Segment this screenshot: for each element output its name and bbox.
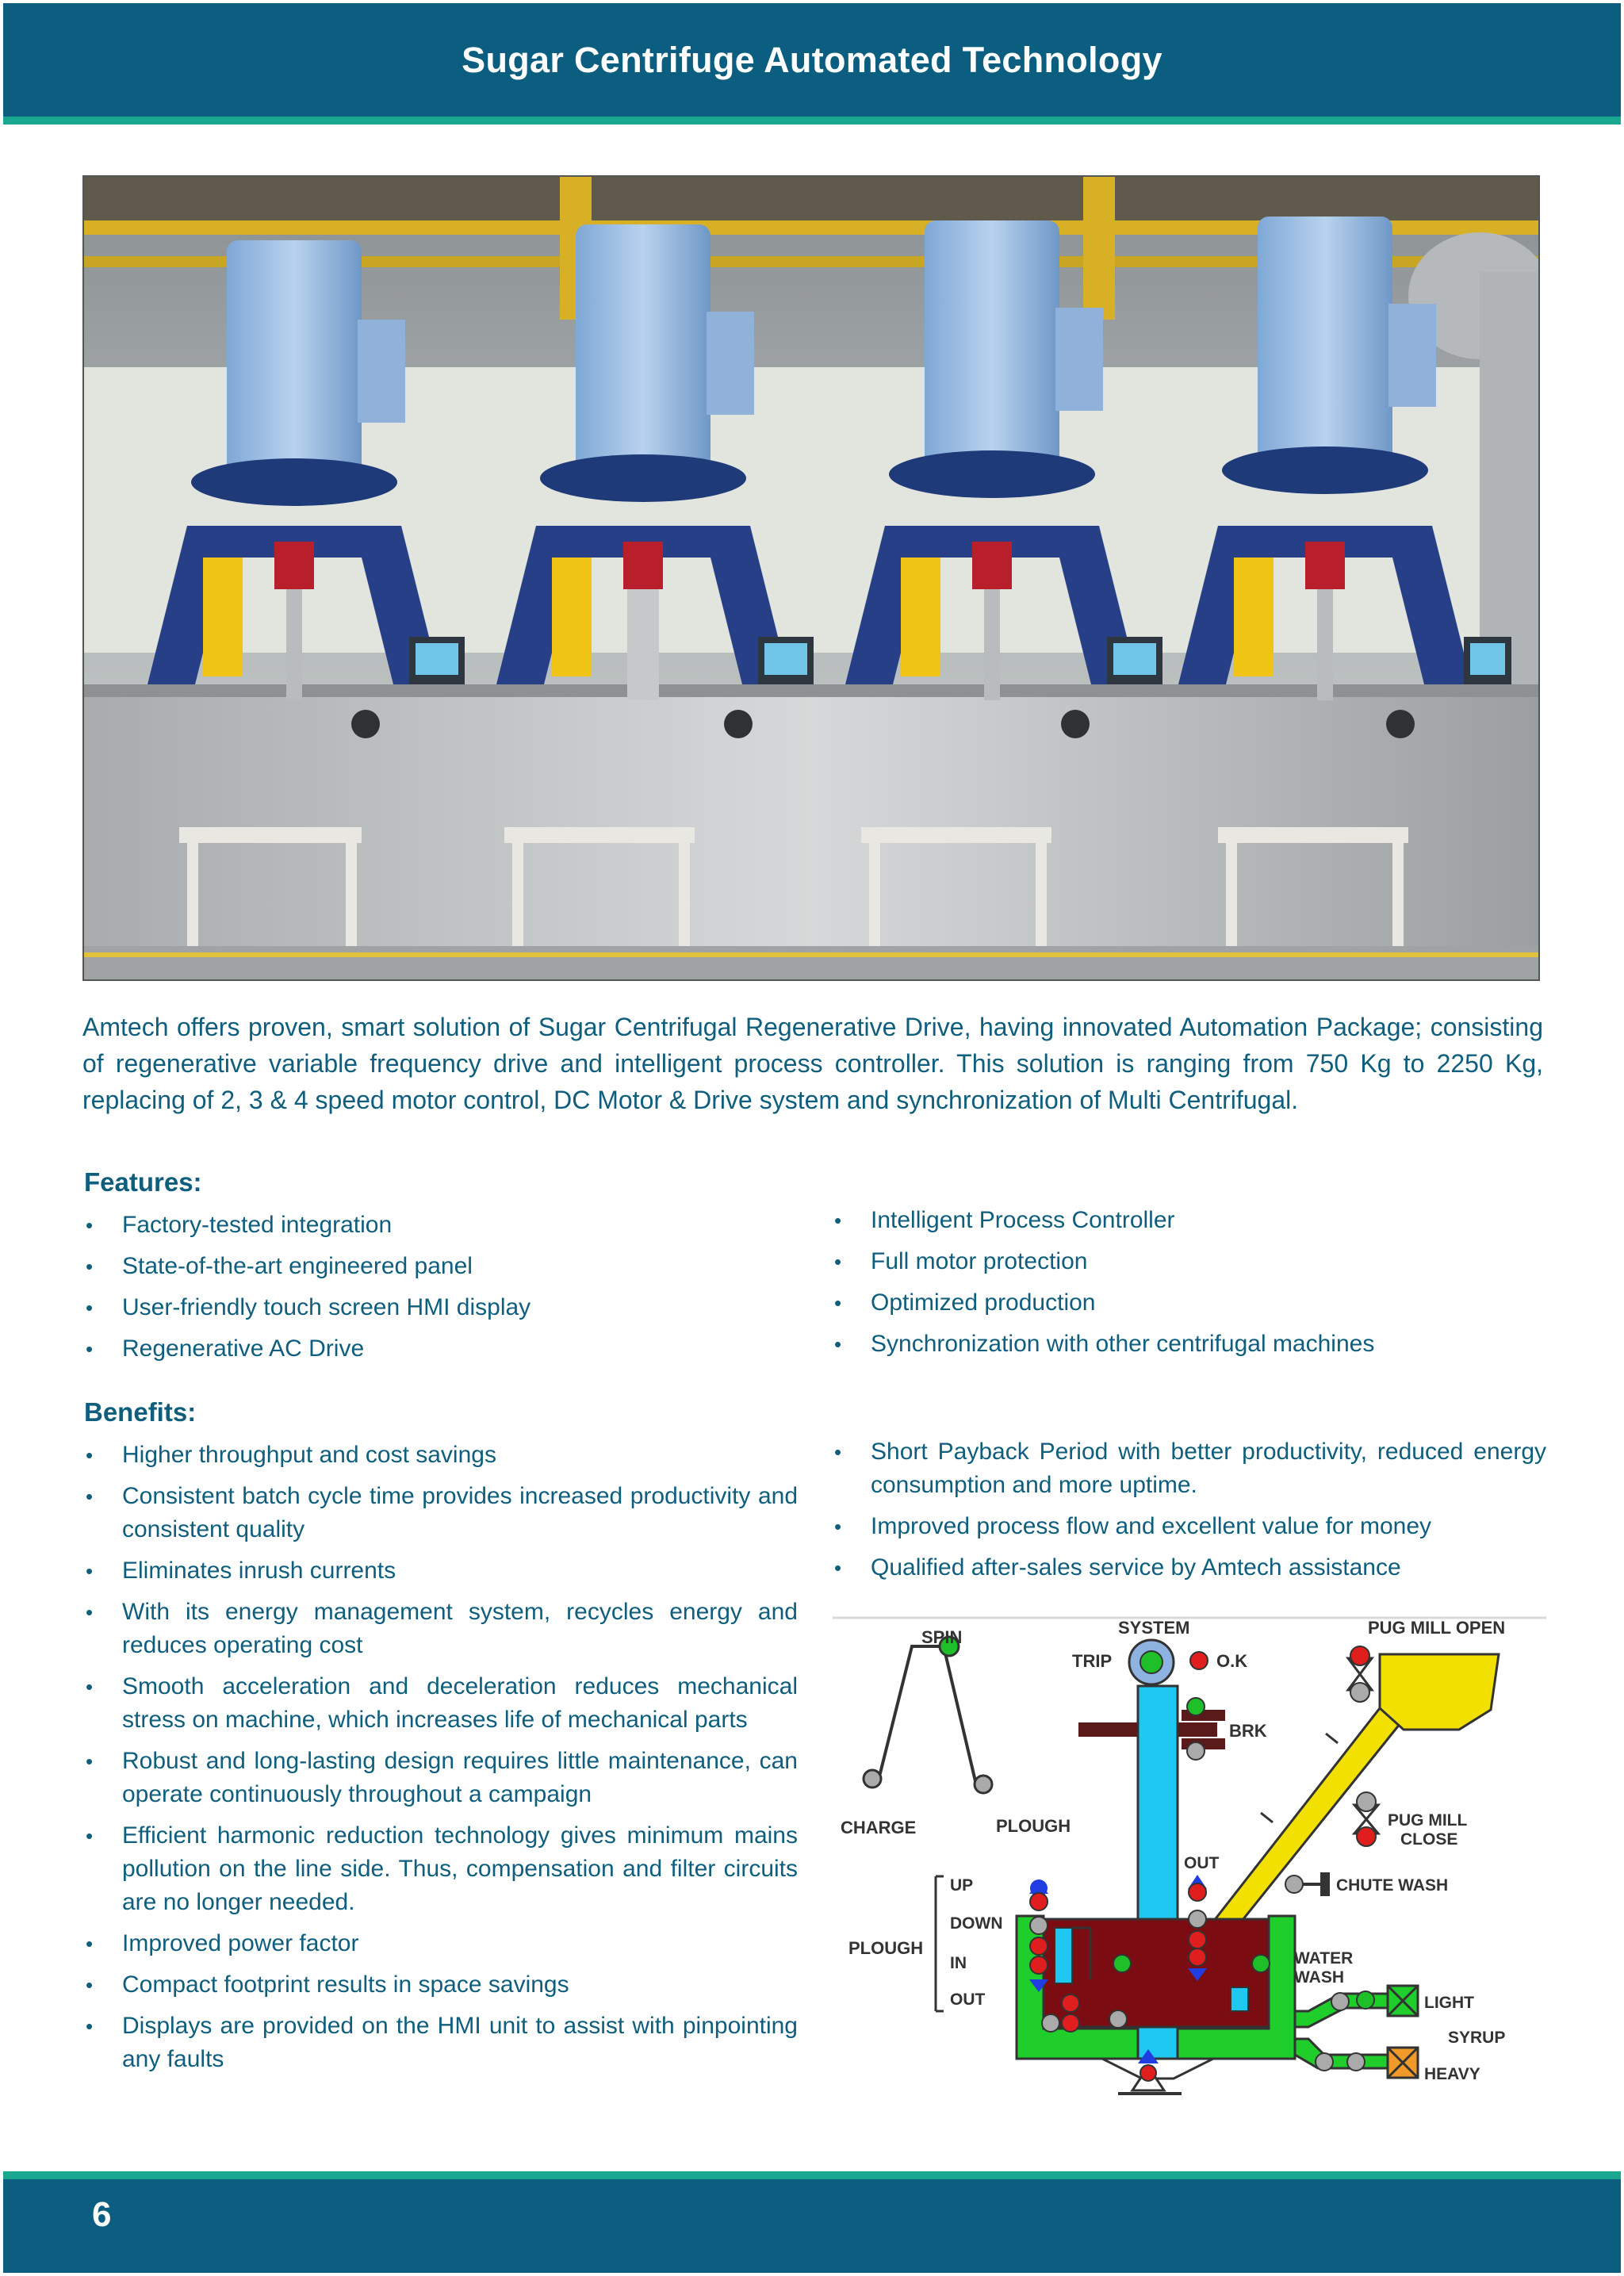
page-footer	[3, 2179, 1621, 2273]
list-item: • Regenerative AC Drive	[86, 1335, 365, 1362]
system-label: SYSTEM	[1118, 1618, 1190, 1638]
list-item: • Robust and long-lasting design requires little maintenance, can operate continuously throughout a campaign	[86, 1748, 798, 1807]
list-item: • Short Payback Period with better productivity, reduced energy consumption and more uptime.	[834, 1439, 1546, 1498]
up-label: UP	[950, 1876, 974, 1895]
benefits-list-left	[84, 1439, 798, 2084]
benefits-heading: Benefits:	[84, 1397, 197, 1427]
list-item: • Efficient harmonic reduction technology gives minimum mains pollution on the line side. Thus, compensation and filter circuits are no longer needed.	[86, 1822, 798, 1915]
pug-mill-hopper	[1380, 1654, 1499, 1730]
out-top-label: OUT	[1184, 1854, 1220, 1872]
centrifuge-photo-illustration	[84, 177, 1538, 979]
chute-wash-label: CHUTE WASH	[1336, 1876, 1449, 1895]
pug-mill-close-label-1: PUG MILL	[1388, 1811, 1468, 1830]
pug-mill-chute	[1205, 1708, 1404, 1932]
ok-label: O.K	[1216, 1651, 1248, 1671]
header-accent-stripe	[3, 117, 1621, 125]
page-header	[3, 3, 1621, 117]
list-item: • Compact footprint results in space savings	[86, 1971, 569, 1998]
pug-mill-open-label: PUG MILL OPEN	[1368, 1618, 1506, 1638]
list-item: • Improved power factor	[86, 1930, 359, 1956]
pug-mill-close-indicator	[1357, 1827, 1376, 1846]
centrifuge-machines-photo	[82, 175, 1540, 981]
charge-indicator	[864, 1770, 881, 1787]
down-label: DOWN	[950, 1914, 1003, 1933]
spin-cycle-curve	[864, 1646, 991, 1787]
plough-indicator	[975, 1776, 992, 1793]
pug-mill-close-label-2: CLOSE	[1400, 1830, 1458, 1849]
list-item: • Smooth acceleration and deceleration reduces mechanical stress on machine, which increases life of mechanical parts	[86, 1673, 798, 1733]
pug-mill-open-indicator	[1350, 1646, 1369, 1665]
features-list-right	[833, 1204, 1546, 1369]
trip-label: TRIP	[1072, 1651, 1113, 1671]
page-title: Sugar Centrifuge Automated Technology	[462, 39, 1162, 80]
list-item: • Improved process flow and excellent value for money	[834, 1513, 1432, 1539]
footer-accent-stripe	[3, 2171, 1621, 2179]
ok-indicator	[1190, 1652, 1208, 1669]
plough-up-indicator	[1030, 1893, 1048, 1910]
list-item: • With its energy management system, recycles energy and reduces operating cost	[86, 1599, 798, 1658]
page-number: 6	[92, 2195, 112, 2234]
charge-label: CHARGE	[841, 1818, 917, 1837]
heavy-syrup-indicator	[1347, 2053, 1365, 2071]
plough-top-label: PLOUGH	[996, 1816, 1071, 1836]
list-item: • Eliminates inrush currents	[86, 1558, 396, 1584]
list-item: • Qualified after-sales service by Amtech assistance	[834, 1554, 1401, 1581]
list-item: • User-friendly touch screen HMI display	[86, 1294, 531, 1320]
list-item: • Optimized production	[834, 1289, 1096, 1316]
list-item: • Displays are provided on the HMI unit to assist with pinpointing any faults	[86, 2013, 798, 2072]
plough-in-indicator	[1062, 1994, 1079, 2012]
in-label: IN	[950, 1954, 967, 1972]
intro-paragraph: Amtech offers proven, smart solution of Sugar Centrifugal Regenerative Drive, having innovated Automation Package; consisting of regenerative variable frequency drive and intelligent process controller. This solution is ranging from 750 Kg to 2250 Kg, replacing of 2, 3 & 4 speed motor control, DC Motor & Drive system and synchronization of Multi Centrifugal.	[82, 1013, 1543, 1114]
features-list-left	[84, 1209, 798, 1374]
benefits-list-right	[833, 1435, 1546, 1592]
light-syrup-indicator	[1357, 1991, 1374, 2009]
list-item: • Factory-tested integration	[86, 1212, 393, 1238]
plough-down-indicator	[1030, 1937, 1048, 1955]
brk-label: BRK	[1229, 1721, 1267, 1741]
chute-wash-indicator	[1285, 1876, 1303, 1893]
list-item: • Full motor protection	[834, 1248, 1088, 1274]
water-wash-label-1: WATER	[1294, 1949, 1354, 1968]
list-item: • State-of-the-art engineered panel	[86, 1253, 473, 1279]
spin-label: SPIN	[921, 1627, 963, 1647]
list-item: • Higher throughput and cost savings	[86, 1442, 496, 1468]
out-indicator	[1189, 1883, 1206, 1901]
light-label: LIGHT	[1424, 1994, 1474, 2012]
list-item: • Consistent batch cycle time provides increased productivity and consistent quality	[86, 1483, 798, 1542]
plough-out-indicator	[1042, 2014, 1059, 2032]
list-item: • Synchronization with other centrifugal machines	[834, 1331, 1375, 1357]
plough-side-label: PLOUGH	[848, 1938, 924, 1958]
out-label: OUT	[950, 1991, 986, 2009]
syrup-label: SYRUP	[1448, 2029, 1506, 2047]
centrifuge-process-diagram	[833, 1615, 1546, 2098]
water-wash-label-2: WASH	[1294, 1968, 1344, 1987]
heavy-label: HEAVY	[1424, 2065, 1480, 2083]
features-heading: Features:	[84, 1167, 202, 1197]
list-item: • Intelligent Process Controller	[834, 1207, 1175, 1233]
